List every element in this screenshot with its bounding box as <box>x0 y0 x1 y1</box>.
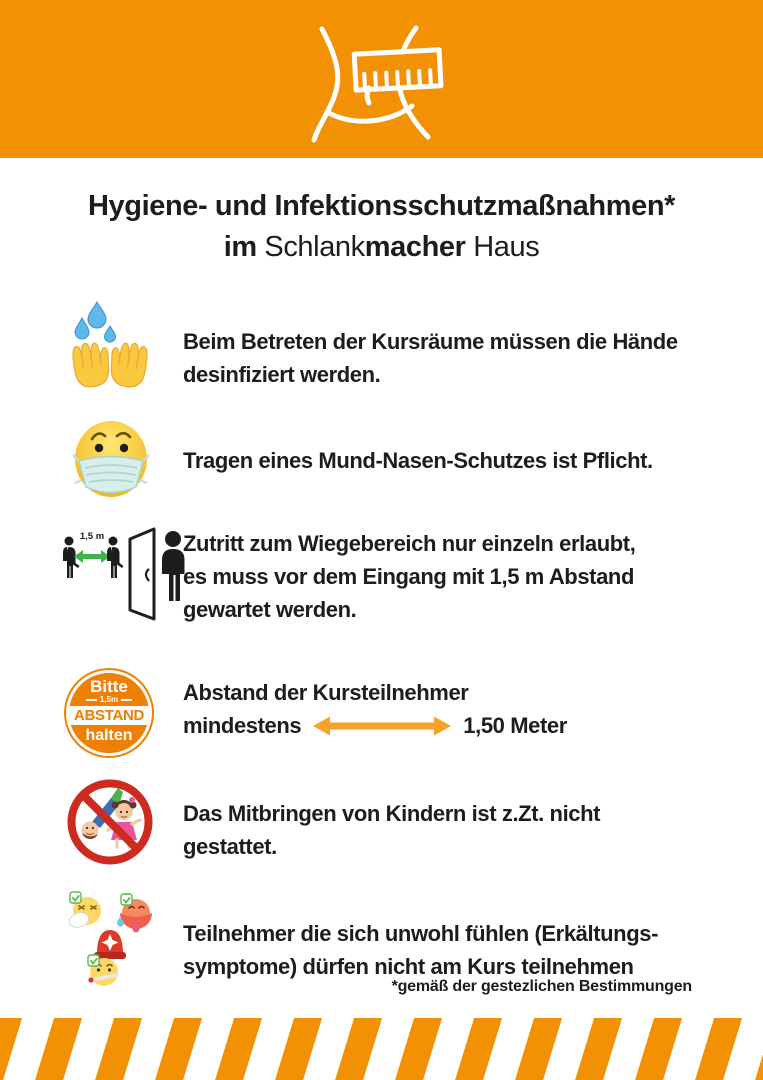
belly-curve <box>327 106 412 121</box>
badge-bitte: Bitte <box>90 677 128 696</box>
title-line2-schlank: Schlank <box>264 231 365 263</box>
measuring-tape <box>354 50 441 90</box>
body-left-curve <box>314 29 338 140</box>
waiting-person-2 <box>107 537 124 579</box>
rule-2-line-1: Tragen eines Mund-Nasen-Schutzes ist Pflicht. <box>183 448 653 473</box>
rule-3-line-1: Zutritt zum Wiegebereich nur einzeln erlaubt, <box>183 531 636 556</box>
badge-halten: halten <box>85 727 133 744</box>
badge-distance <box>86 696 132 704</box>
badge-dash-left <box>86 699 97 701</box>
rule-2-text <box>183 444 723 477</box>
title-line2-im: im <box>223 231 265 263</box>
badge-abstand: ABSTAND <box>69 706 149 725</box>
washing-hands-icon <box>70 300 150 390</box>
badge-distance-value: 1,5m <box>99 695 119 704</box>
footnote: *gemäß der gestezlichen Bestimmungen <box>391 978 692 995</box>
rule-4-after-arrow: 1,50 Meter <box>463 713 567 738</box>
rule-3-text <box>183 527 723 626</box>
title-line1: Hygiene- und Infektionsschutzmaßnahmen* <box>87 190 676 222</box>
orange-distance-arrow-icon <box>313 715 451 737</box>
rule-3-line-2: es muss vor dem Eingang mit 1,5 m Abstand <box>183 564 635 589</box>
rule-4-before-arrow: mindestens <box>183 713 302 738</box>
right-eye <box>120 444 128 452</box>
title-line2 <box>0 227 763 268</box>
rule-6-line-1: Teilnehmer die sich unwohl fühlen (Erkältungs- <box>183 921 659 946</box>
stripes-pattern <box>0 1018 763 1080</box>
rule-1-line-1: Beim Betreten der Kursräume müssen die Hände <box>183 329 678 354</box>
left-eye <box>95 444 103 452</box>
distance-label: 1,5 m <box>79 531 105 542</box>
waist-measuring-tape-icon <box>297 16 467 156</box>
queue-distance-door-icon <box>60 526 188 626</box>
abstand-halten-badge-icon <box>66 670 152 756</box>
sick-emojis-icon <box>64 886 159 986</box>
rule-1-line-2: desinfiziert werden. <box>183 362 381 387</box>
rule-4-line-2 <box>183 709 723 742</box>
medical-mask-face-icon <box>70 414 152 502</box>
header-band <box>0 0 763 158</box>
title-line2-haus: Haus <box>465 231 540 263</box>
rule-5-text <box>183 797 723 863</box>
green-distance-arrow <box>74 550 110 563</box>
right-hand <box>108 340 149 389</box>
page-title <box>0 186 763 268</box>
entering-person <box>162 531 185 601</box>
rule-6-line-2: symptome) dürfen nicht am Kurs teilnehmen <box>183 954 634 979</box>
left-hand <box>71 340 112 389</box>
title-line2-macher: macher <box>364 231 466 263</box>
bottom-stripes-decoration <box>0 1018 763 1080</box>
water-drops <box>75 302 116 342</box>
badge-dash-right <box>121 699 132 701</box>
rule-3-line-3: gewartet werden. <box>183 597 357 622</box>
no-children-icon <box>66 778 154 866</box>
rule-5-line-1: Das Mitbringen von Kindern ist z.Zt. nicht <box>183 801 601 826</box>
rule-6-text <box>183 917 723 983</box>
door <box>130 529 154 619</box>
rule-4-line-1: Abstand der Kursteilnehmer <box>183 680 469 705</box>
siren-emoji <box>94 930 126 959</box>
rule-1-text <box>183 325 723 391</box>
rule-4-text <box>183 676 723 742</box>
rule-5-line-2: gestattet. <box>183 834 277 859</box>
body-right-upper <box>403 28 416 52</box>
